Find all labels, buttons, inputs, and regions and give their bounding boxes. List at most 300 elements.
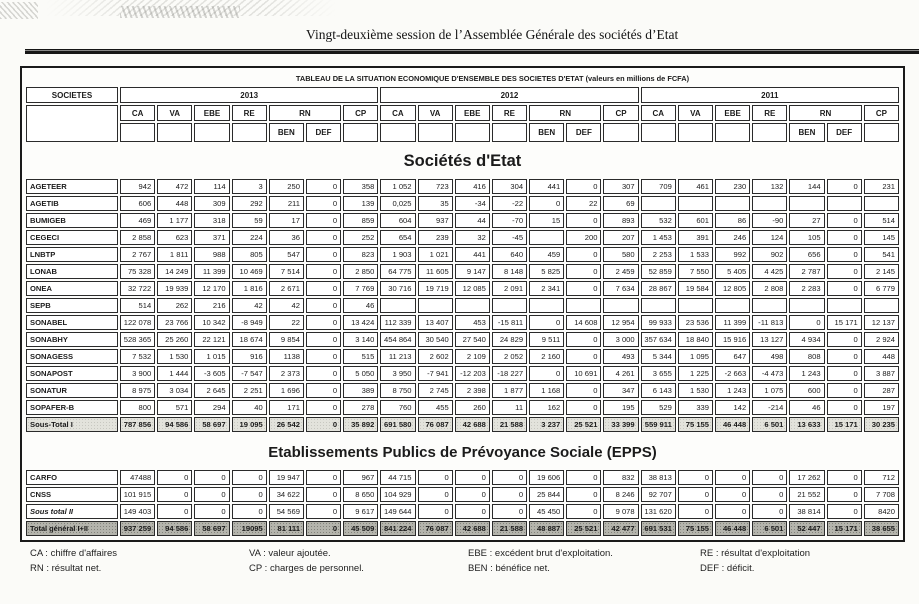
table-cell: 0 [566,213,601,228]
table-row [26,366,899,381]
table-cell: -214 [752,400,787,415]
table-cell: 6 779 [864,281,899,296]
table-cell: 5 344 [641,349,676,364]
table-cell: 5 405 [715,264,750,279]
col-header-rn-sub: BEN [789,123,824,142]
table-cell: 937 259 [120,521,155,536]
table-cell: 294 [194,400,229,415]
table-cell: 10 691 [566,366,601,381]
row-label: SONABHY [26,332,118,347]
table-cell: 1 225 [678,366,713,381]
table-cell: 493 [603,349,638,364]
table-cell [529,230,564,245]
table-cell: 800 [120,400,155,415]
table-row [26,179,899,194]
table-cell: 6 143 [641,383,676,398]
col-header-blank [418,123,453,142]
table-cell: 1138 [269,349,304,364]
subheader-row [26,123,899,142]
table-cell: 8 650 [343,487,378,502]
table-cell: 0 [306,383,341,398]
table-cell: 132 [752,179,787,194]
table-cell: 514 [864,213,899,228]
table-cell: 3 034 [157,383,192,398]
row-label: SONABEL [26,315,118,330]
col-header-blank [455,123,490,142]
table-cell: 58 697 [194,417,229,432]
col-header-societes: SOCIETES [26,87,118,103]
table-cell: 122 078 [120,315,155,330]
table-cell: 262 [157,298,192,313]
table-cell: 19 584 [678,281,713,296]
table-cell: 139 [343,196,378,211]
table-cell: 808 [789,349,824,364]
col-header-metric: EBE [715,105,750,121]
table-cell [789,298,824,313]
table-cell: 9 617 [343,504,378,519]
table-cell: 12 954 [603,315,638,330]
table-cell: 2 398 [455,383,490,398]
legend-entry: EBE : excédent brut d'exploitation. [468,548,613,559]
row-label: Total général I+II [26,521,118,536]
table-cell: 64 775 [380,264,415,279]
col-header-metric: VA [418,105,453,121]
table-cell: 19095 [232,521,267,536]
col-header-year: 2011 [641,87,899,103]
table-cell: 893 [603,213,638,228]
col-header-blank [752,123,787,142]
table-cell: 48 887 [529,521,564,536]
year-header-row [26,87,899,103]
table-row [26,521,899,536]
table-cell: 0 [529,366,564,381]
table-cell: 0 [232,487,267,502]
col-header-blank [343,123,378,142]
table-cell: 211 [269,196,304,211]
table-cell: 11 399 [715,315,750,330]
table-cell: 528 365 [120,332,155,347]
row-label: SEPB [26,298,118,313]
col-header-metric: RE [752,105,787,121]
table-cell: 339 [678,400,713,415]
col-header-metric: RN [529,105,601,121]
table-cell: 0 [566,264,601,279]
section-heading: Etablissements Publics de Prévoyance Sociale (EPPS) [268,444,657,461]
table-cell: -7 941 [418,366,453,381]
col-header-rn-sub: DEF [306,123,341,142]
table-cell: -4 473 [752,366,787,381]
table-cell: -90 [752,213,787,228]
table-cell: 75 155 [678,417,713,432]
col-header-metric: CP [343,105,378,121]
table-cell: 1 811 [157,247,192,262]
table-cell: 0 [492,504,527,519]
table-cell: 69 [603,196,638,211]
table-cell: 35 892 [343,417,378,432]
table-cell: 19 939 [157,281,192,296]
table-cell: 1 533 [678,247,713,262]
table-cell: 195 [603,400,638,415]
table-cell: 0 [306,366,341,381]
table-cell: 0 [455,470,490,485]
page-title: Vingt-deuxième session de l’Assemblée Générale des sociétés d’Etat [306,27,679,42]
table-cell: 0 [752,504,787,519]
table-cell: 309 [194,196,229,211]
legend-entry: RN : résultat net. [30,562,102,574]
table-cell: 287 [864,383,899,398]
row-label: CEGECI [26,230,118,245]
col-header-rn-sub: DEF [827,123,862,142]
table-cell: 2 459 [603,264,638,279]
row-label: LNBTP [26,247,118,262]
table-cell: 448 [864,349,899,364]
col-header-metric: EBE [455,105,490,121]
table-cell: 2 924 [864,332,899,347]
table-header [26,70,899,142]
table-cell: 11 [492,400,527,415]
table-cell: 0 [306,417,341,432]
table-cell: 76 087 [418,521,453,536]
table-cell: 606 [120,196,155,211]
section-heading-row [26,144,899,177]
table-cell: 2 850 [343,264,378,279]
table-cell: 2 341 [529,281,564,296]
table-cell: 0 [566,281,601,296]
table-cell: 0 [157,504,192,519]
table-cell: 12 085 [455,281,490,296]
table-cell: 9 078 [603,504,638,519]
table-row [26,315,899,330]
table-cell: 52 447 [789,521,824,536]
table-cell: 454 864 [380,332,415,347]
table-cell: 357 634 [641,332,676,347]
table-row [26,298,899,313]
table-cell: 252 [343,230,378,245]
table-cell: 0 [306,400,341,415]
table-cell: 0 [306,213,341,228]
row-label: AGETIB [26,196,118,211]
table-cell: 2 091 [492,281,527,296]
legend-column [700,547,810,576]
row-label: SONATUR [26,383,118,398]
table-cell: 15 171 [827,315,862,330]
table-cell: 1 453 [641,230,676,245]
table-cell: 580 [603,247,638,262]
table-cell: 0 [232,470,267,485]
col-header-blank [232,123,267,142]
table-cell: -3 605 [194,366,229,381]
table-cell: 9 854 [269,332,304,347]
table-cell: 937 [418,213,453,228]
table-cell: 22 [269,315,304,330]
table-cell: 14 249 [157,264,192,279]
table-row [26,349,899,364]
table-cell: 472 [157,179,192,194]
table-cell: 805 [232,247,267,262]
table-row [26,383,899,398]
col-header-blank [603,123,638,142]
table-cell: 2 109 [455,349,490,364]
table-cell: 5 825 [529,264,564,279]
table-cell: 15 171 [827,417,862,432]
col-header-blank [678,123,713,142]
table-cell [455,298,490,313]
table-cell: 712 [864,470,899,485]
col-header-metric: CP [864,105,899,121]
table-cell: -22 [492,196,527,211]
table-cell: 529 [641,400,676,415]
table-cell: 45 450 [529,504,564,519]
col-header-year: 2012 [380,87,638,103]
table-cell: 0 [306,504,341,519]
col-header-blank [492,123,527,142]
table-cell: 112 339 [380,315,415,330]
table-cell: 8 148 [492,264,527,279]
table-body [26,144,899,536]
table-cell: 197 [864,400,899,415]
table-cell: 8 246 [603,487,638,502]
table-cell: 0 [418,487,453,502]
row-label: ONEA [26,281,118,296]
table-cell [827,196,862,211]
table-cell: 23 766 [157,315,192,330]
table-cell: 2 283 [789,281,824,296]
table-cell: 2 602 [418,349,453,364]
table-cell: 224 [232,230,267,245]
table-cell: 19 606 [529,470,564,485]
table-row [26,281,899,296]
table-cell: 1 168 [529,383,564,398]
table-cell: 46 448 [715,417,750,432]
table-cell: 0 [157,487,192,502]
table-cell: 559 911 [641,417,676,432]
table-cell: 0,025 [380,196,415,211]
table-cell: 2 145 [864,264,899,279]
table-cell: 2 160 [529,349,564,364]
row-label: LONAB [26,264,118,279]
table-cell: 162 [529,400,564,415]
table-cell: 1 530 [678,383,713,398]
table-cell: 11 605 [418,264,453,279]
table-cell: 723 [418,179,453,194]
table-cell: 19 947 [269,470,304,485]
table-cell [418,298,453,313]
table-cell: 0 [752,470,787,485]
table-cell: 0 [492,470,527,485]
table-cell: 0 [194,470,229,485]
table-cell: 75 328 [120,264,155,279]
table-cell: 371 [194,230,229,245]
table-cell: 453 [455,315,490,330]
table-cell: 6 501 [752,417,787,432]
table-cell: 1 903 [380,247,415,262]
table-cell: 0 [827,332,862,347]
table-cell: 532 [641,213,676,228]
table-cell: -2 663 [715,366,750,381]
legend-entry: DEF : déficit. [700,562,755,574]
row-label: CNSS [26,487,118,502]
table-cell: 0 [306,470,341,485]
table-cell: 515 [343,349,378,364]
table-cell [678,298,713,313]
table-cell: 19 095 [232,417,267,432]
table-cell: 0 [827,247,862,262]
col-header-blank [194,123,229,142]
horizontal-rule [25,49,919,54]
table-cell: 0 [306,349,341,364]
table-cell: 7 532 [120,349,155,364]
table-cell: 0 [455,487,490,502]
table-cell: 230 [715,179,750,194]
table-cell: 1 177 [157,213,192,228]
table-cell: -34 [455,196,490,211]
table-cell: 105 [789,230,824,245]
table-cell: 99 933 [641,315,676,330]
table-cell: 38 813 [641,470,676,485]
table-cell: 21 588 [492,417,527,432]
col-header-blank [380,123,415,142]
table-cell: 101 915 [120,487,155,502]
table-cell: 13 424 [343,315,378,330]
table-cell: 144 [789,179,824,194]
table-cell: 0 [194,504,229,519]
scan-noise-patch [46,0,336,16]
table-cell: 114 [194,179,229,194]
table-cell: 347 [603,383,638,398]
table-cell: 4 261 [603,366,638,381]
table-cell: 10 469 [232,264,267,279]
table-cell: 278 [343,400,378,415]
legend-entry: VA : valeur ajoutée. [249,548,331,559]
table-cell: 142 [715,400,750,415]
table-cell: 0 [306,521,341,536]
table-cell [603,298,638,313]
table-row [26,264,899,279]
col-header-metric: CA [641,105,676,121]
table-cell: 30 716 [380,281,415,296]
legend-entry: BEN : bénéfice net. [468,562,550,574]
table-cell: 46 448 [715,521,750,536]
table-title: TABLEAU DE LA SITUATION ECONOMIQUE D'ENSEMBLE DES SOCIETES D'ETAT (valeurs en millions de FCFA) [295,74,690,83]
table-cell: 13 407 [418,315,453,330]
table-cell: 207 [603,230,638,245]
table-cell: 760 [380,400,415,415]
table-cell [827,298,862,313]
table-cell: 59 [232,213,267,228]
table-cell: 32 [455,230,490,245]
table-cell: 0 [789,315,824,330]
table-cell [529,298,564,313]
table-cell: 859 [343,213,378,228]
table-cell: 231 [864,179,899,194]
section-heading: Sociétés d'Etat [403,152,522,170]
col-header-year: 2013 [120,87,378,103]
table-cell: 0 [566,247,601,262]
table-cell: 3 140 [343,332,378,347]
legend-entry: CP : charges de personnel. [249,562,364,574]
table-cell: 47488 [120,470,155,485]
table-cell: 7 634 [603,281,638,296]
table-cell: 81 111 [269,521,304,536]
table-cell: 3 [232,179,267,194]
table-cell: 7 550 [678,264,713,279]
row-label: BUMIGEB [26,213,118,228]
table-row [26,332,899,347]
table-row [26,247,899,262]
table-cell: 0 [827,470,862,485]
row-label: CARFO [26,470,118,485]
table-cell: 2 373 [269,366,304,381]
table-cell: 455 [418,400,453,415]
table-cell: 992 [715,247,750,262]
table-cell: -45 [492,230,527,245]
table-cell: 902 [752,247,787,262]
table-cell: 22 [566,196,601,211]
table-cell: 600 [789,383,824,398]
table-cell: 823 [343,247,378,262]
table-cell: 18 674 [232,332,267,347]
table-cell: 149 403 [120,504,155,519]
table-cell: 46 [343,298,378,313]
table-cell: 601 [678,213,713,228]
table-cell: 0 [827,230,862,245]
table-cell: 44 715 [380,470,415,485]
table-row [26,504,899,519]
table-cell: 654 [380,230,415,245]
table-cell: 0 [827,504,862,519]
table-cell: 92 707 [641,487,676,502]
table-cell: 0 [678,487,713,502]
table-cell: -12 203 [455,366,490,381]
table-row [26,417,899,432]
table-row [26,487,899,502]
table-cell: 171 [269,400,304,415]
table-cell: 841 224 [380,521,415,536]
table-cell: 38 655 [864,521,899,536]
table-cell: 40 [232,400,267,415]
legend-column [249,547,364,576]
table-cell: 4 934 [789,332,824,347]
table-cell: 0 [306,298,341,313]
table-cell: 2 787 [789,264,824,279]
table-cell: 75 155 [678,521,713,536]
table-cell: 2 645 [194,383,229,398]
table-cell: 0 [306,247,341,262]
table-cell: 0 [566,400,601,415]
col-header-metric: RE [492,105,527,121]
table-cell: 21 588 [492,521,527,536]
table-cell: 988 [194,247,229,262]
table-cell: 42 688 [455,521,490,536]
table-cell: 6 501 [752,521,787,536]
table-cell: 0 [529,196,564,211]
table-cell: 2 052 [492,349,527,364]
table-cell: 45 509 [343,521,378,536]
col-header-rn-sub: BEN [529,123,564,142]
table-row [26,400,899,415]
table-cell: 461 [678,179,713,194]
table-cell: 0 [827,179,862,194]
table-cell [492,298,527,313]
table-cell: 2 745 [418,383,453,398]
table-cell: 967 [343,470,378,485]
table-cell: 76 087 [418,417,453,432]
table-frame [20,66,905,542]
table-cell: 26 542 [269,417,304,432]
table-cell: 15 [529,213,564,228]
table-cell: 0 [827,213,862,228]
table-cell: 94 586 [157,521,192,536]
